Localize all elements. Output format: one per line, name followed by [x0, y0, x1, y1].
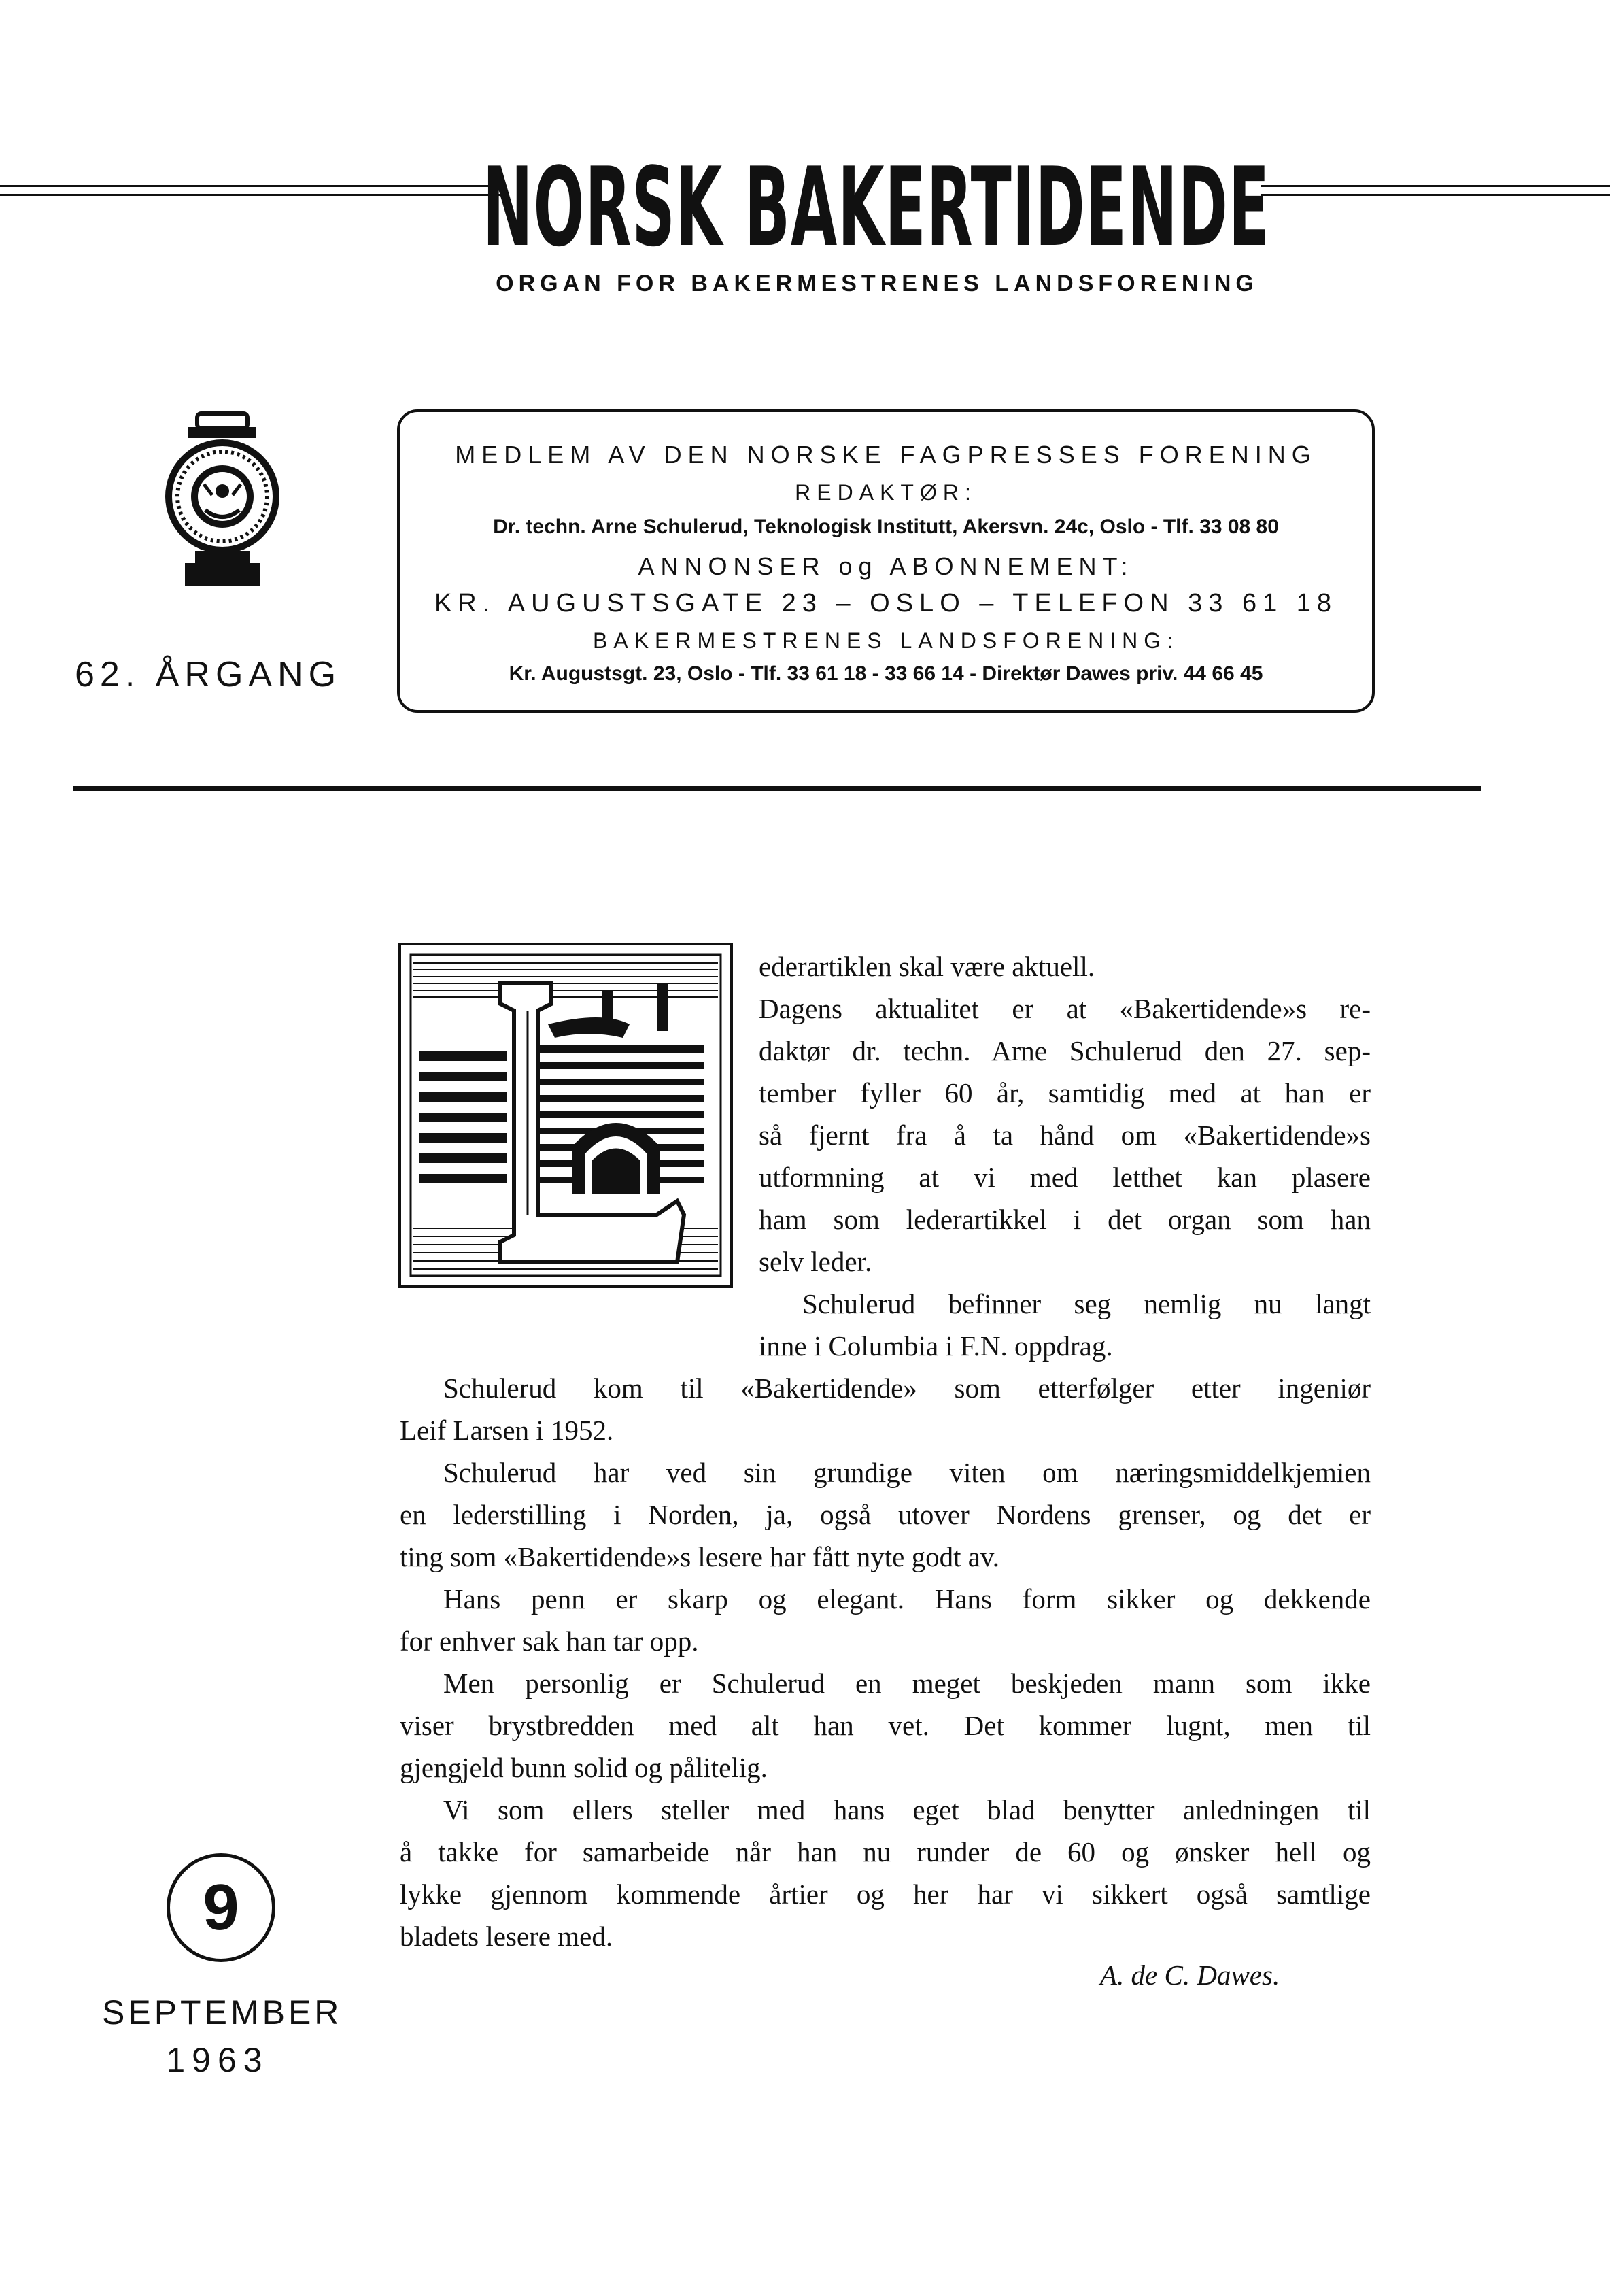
masthead-rule-right [1261, 185, 1610, 196]
article-line: Hans penn er skarp og elegant. Hans form sikker og dekkende [443, 1583, 1371, 1615]
article-line: å takke for samarbeide når han nu runder de 60 og ønsker hell og [400, 1836, 1371, 1868]
article-line: for enhver sak han tar opp. [400, 1625, 699, 1657]
article-line: ederartiklen skal være aktuell. [759, 951, 1095, 982]
article-line: Schulerud kom til «Bakertidende» som etterfølger etter ingeniør [443, 1372, 1371, 1404]
info-ads-heading: ANNONSER og ABONNEMENT: [638, 552, 1134, 580]
info-membership: MEDLEM AV DEN NORSKE FAGPRESSES FORENING [455, 441, 1317, 469]
article-line: Vi som ellers steller med hans eget blad benytter anledningen til [443, 1794, 1371, 1825]
association-seal-icon [158, 408, 287, 592]
header-divider [73, 786, 1481, 791]
issue-year: 1963 [166, 2041, 269, 2079]
info-ads-address: KR. AUGUSTSGATE 23 – OSLO – TELEFON 33 61 18 [434, 589, 1338, 618]
article-line: selv leder. [759, 1246, 872, 1277]
article-line: lykke gjennom kommende årtier og her har vi sikkert også samtlige [400, 1878, 1371, 1910]
masthead-info-box [397, 409, 1375, 713]
info-association-heading: BAKERMESTRENES LANDSFORENING: [593, 628, 1179, 653]
article-line: ham som lederartikkel i det organ som han [759, 1204, 1371, 1235]
article-line: Schulerud befinner seg nemlig nu langt [802, 1288, 1371, 1319]
article-line: bladets lesere med. [400, 1921, 613, 1952]
article-line: Dagens aktualitet er at «Bakertidende»s re- [759, 993, 1371, 1024]
dropcap-bakery-illustration [398, 943, 733, 1288]
issue-month: SEPTEMBER [102, 1993, 343, 2031]
article-line: gjengjeld bunn solid og pålitelig. [400, 1752, 768, 1783]
article-line: Leif Larsen i 1952. [400, 1415, 614, 1446]
article-line: utformning at vi med letthet kan plasere [759, 1162, 1371, 1193]
article-line: Schulerud har ved sin grundige viten om næringsmiddelkjemien [443, 1457, 1371, 1488]
masthead-rule-left [0, 185, 500, 196]
article-line: en lederstilling i Norden, ja, også utover Nordens grenser, og det er [400, 1499, 1371, 1530]
volume-label: 62. ÅRGANG [75, 655, 342, 694]
article-line: ting som «Bakertidende»s lesere har fått nyte godt av. [400, 1541, 1000, 1572]
article-line: daktør dr. techn. Arne Schulerud den 27. sep- [759, 1035, 1371, 1066]
article-line: Men personlig er Schulerud en meget beskjeden mann som ikke [443, 1668, 1371, 1699]
publication-subtitle: ORGAN FOR BAKERMESTRENES LANDSFORENING [496, 271, 1258, 297]
info-editor-address: Dr. techn. Arne Schulerud, Teknologisk Institutt, Akersvn. 24c, Oslo - Tlf. 33 08 80 [493, 516, 1279, 538]
article-signature: A. de C. Dawes. [1100, 1959, 1280, 1991]
article-line: inne i Columbia i F.N. oppdrag. [759, 1330, 1113, 1362]
info-association-address: Kr. Augustsgt. 23, Oslo - Tlf. 33 61 18 - 33 66 14 - Direktør Dawes priv. 44 66 45 [509, 662, 1263, 685]
article-line: tember fyller 60 år, samtidig med at han er [759, 1077, 1371, 1109]
publication-title: NORSK BAKERTIDENDE [482, 144, 1271, 271]
info-editor-heading: REDAKTØR: [795, 480, 977, 505]
article-line: viser brystbredden med alt han vet. Det kommer lugnt, men til [400, 1710, 1371, 1741]
article-line: så fjernt fra å ta hånd om «Bakertidende»s [759, 1119, 1371, 1151]
issue-number-badge: 9 [167, 1853, 275, 1962]
